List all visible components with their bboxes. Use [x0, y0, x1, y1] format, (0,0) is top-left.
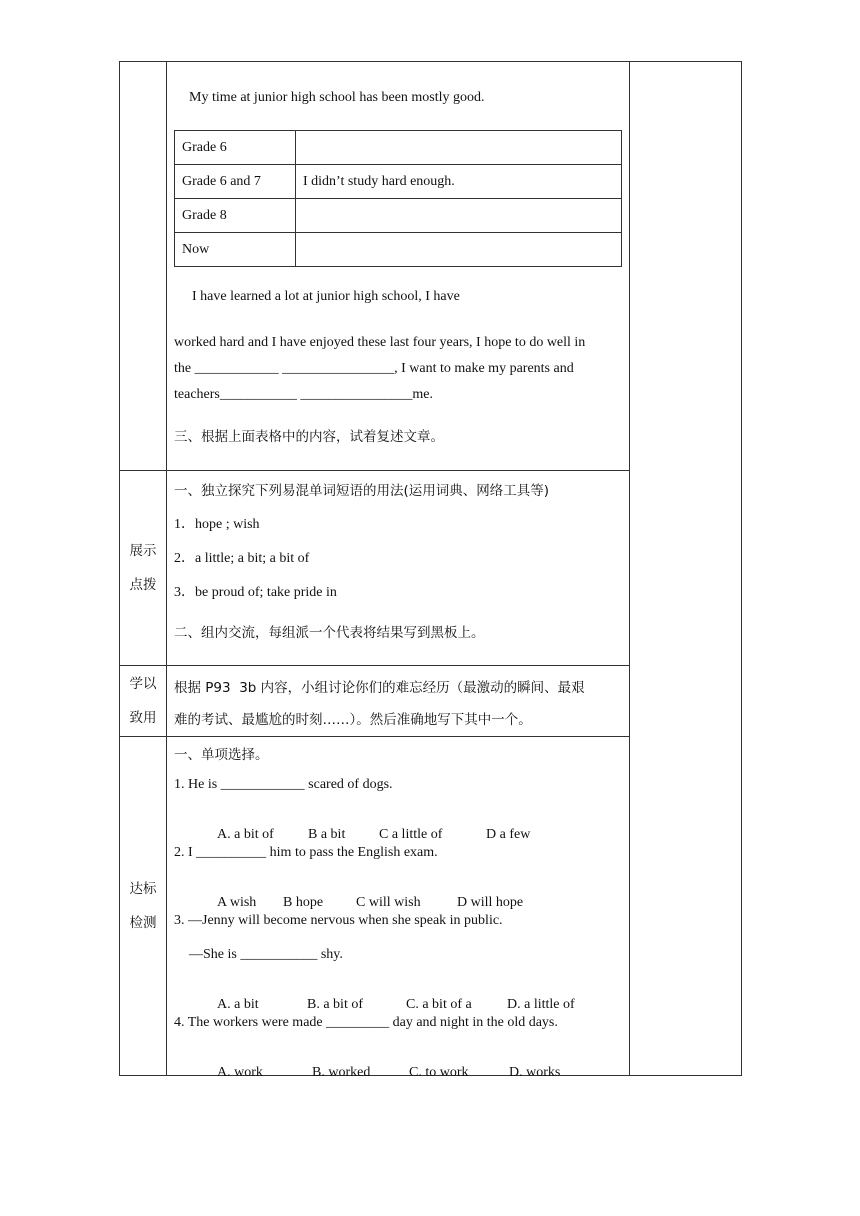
paragraph-line-2: worked hard and I have enjoyed these last four years, I hope to do well in	[174, 335, 586, 350]
grade-cell: Now	[175, 233, 296, 267]
option: A. a bit	[217, 997, 259, 1012]
list-item: 2．a little; a bit; a bit of	[174, 551, 310, 566]
option: D will hope	[457, 895, 524, 910]
label-cell-empty	[120, 62, 167, 471]
intro-sentence: My time at junior high school has been mostly good.	[189, 90, 485, 105]
option: B hope	[283, 895, 324, 910]
option: D. a little of	[507, 997, 575, 1012]
test-heading: 一、单项选择。	[174, 747, 269, 763]
question-2: 2. I __________ him to pass the English exam.	[174, 845, 438, 860]
reason-cell	[296, 199, 622, 233]
option: A wish	[217, 895, 257, 910]
option: C. to work	[409, 1065, 469, 1080]
show-intro: 一、独立探究下列易混单词短语的用法(运用词典、网络工具等)	[174, 483, 550, 499]
label-test: 达标 检测	[120, 737, 167, 1076]
paragraph-line-1: I have learned a lot at junior high school, I have	[192, 289, 460, 304]
option: A. a bit of	[217, 827, 274, 842]
label-show: 展示 点拨	[120, 471, 167, 666]
question-4-options	[189, 1049, 629, 1080]
question-3-options	[189, 981, 629, 1012]
grade-cell: Grade 6 and 7	[175, 165, 296, 199]
question-3-reply: —She is ___________ shy.	[189, 947, 343, 962]
row-intro	[120, 62, 742, 471]
option: B. worked	[312, 1065, 371, 1080]
content-cell-show	[167, 471, 630, 666]
question-2-options	[189, 879, 629, 910]
option: B a bit	[308, 827, 346, 842]
grade-table	[174, 130, 622, 267]
option: C. a bit of a	[406, 997, 472, 1012]
table-row	[175, 131, 622, 165]
notes-column	[630, 62, 742, 1076]
grade-cell: Grade 6	[175, 131, 296, 165]
list-item: 3．be proud of; take pride in	[174, 585, 337, 600]
table-row	[175, 199, 622, 233]
option: C will wish	[356, 895, 421, 910]
apply-line-2: 难的考试、最尴尬的时刻……）。然后准确地写下其中一个。	[174, 712, 532, 728]
label-apply: 学以 致用	[120, 666, 167, 737]
paragraph-line-3: the ____________ ________________, I want to make my parents and	[174, 361, 574, 376]
option: D. works	[509, 1065, 561, 1080]
table-row	[175, 233, 622, 267]
content-cell-test	[167, 737, 630, 1080]
reason-cell: I didn’t study hard enough.	[296, 165, 622, 199]
question-1: 1. He is ____________ scared of dogs.	[174, 777, 393, 792]
reason-cell	[296, 131, 622, 165]
show-step-two: 二、组内交流，每组派一个代表将结果写到黑板上。	[174, 625, 485, 641]
content-cell-apply	[167, 666, 630, 737]
reason-cell	[296, 233, 622, 267]
lesson-table	[119, 61, 742, 1080]
table-row	[175, 165, 622, 199]
option: B. a bit of	[307, 997, 363, 1012]
option: D a few	[486, 827, 531, 842]
option: C a little of	[379, 827, 443, 842]
step-three-text: 三、根据上面表格中的内容，试着复述文章。	[174, 429, 444, 445]
apply-line-1: 根据 P93 3b 内容，小组讨论你们的难忘经历（最激动的瞬间、最艰	[174, 680, 585, 696]
option: A. work	[217, 1065, 263, 1080]
question-4: 4. The workers were made _________ day and night in the old days.	[174, 1015, 558, 1030]
grade-cell: Grade 8	[175, 199, 296, 233]
question-3: 3. —Jenny will become nervous when she speak in public.	[174, 913, 503, 928]
question-1-options	[189, 811, 629, 842]
paragraph-line-4: teachers___________ ________________me.	[174, 387, 433, 402]
content-cell-intro	[167, 62, 630, 471]
list-item: 1．hope ; wish	[174, 517, 260, 532]
